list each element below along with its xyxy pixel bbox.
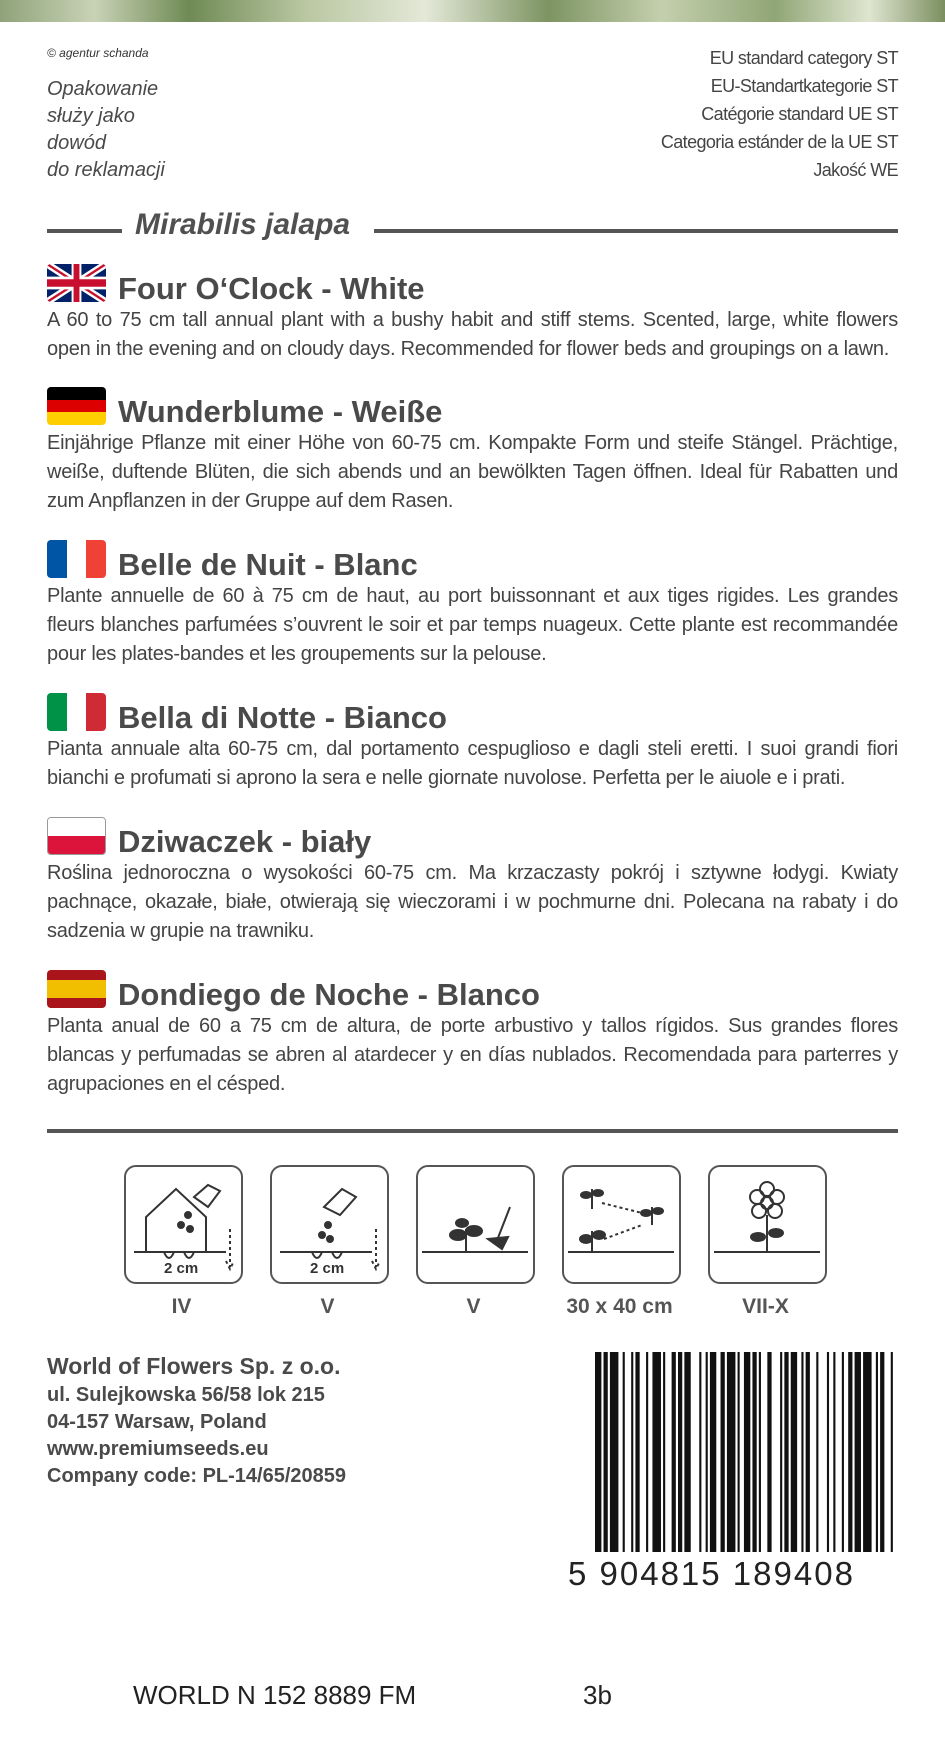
company-address: ul. Sulejkowska 56/58 lok 215 xyxy=(47,1384,325,1406)
italy-flag-icon xyxy=(47,693,106,731)
language-description: Plante annuelle de 60 à 75 cm de haut, au port buissonnant et aux tiges rigides. Les grandes fleurs blanches parfumées s’ouvrent le soir et par temps nuageux. Cette plante est recommandée pour les plates-bandes et les groupements sur la pelouse. xyxy=(47,585,898,665)
language-title: Wunderblume - Weiße xyxy=(118,394,443,429)
barcode-bar xyxy=(752,1352,756,1552)
barcode-bar xyxy=(706,1352,708,1552)
eu-standard-line: Catégorie standard UE ST xyxy=(701,104,898,124)
barcode-bar xyxy=(806,1352,810,1552)
poland-flag-icon xyxy=(47,817,106,855)
barcode-bar xyxy=(678,1352,682,1552)
barcode-bar xyxy=(876,1352,878,1552)
icon-label: 30 x 40 cm xyxy=(566,1295,673,1318)
barcode-bar xyxy=(646,1352,648,1552)
barcode-bar xyxy=(721,1352,725,1552)
barcode-bar xyxy=(801,1352,803,1552)
company-name: World of Flowers Sp. z o.o. xyxy=(47,1353,341,1379)
header-photo-strip xyxy=(0,0,945,22)
barcode-bar xyxy=(816,1352,818,1552)
uk-flag-icon xyxy=(47,264,106,302)
france-flag-icon xyxy=(47,540,106,578)
icon-label: V xyxy=(320,1295,335,1318)
divider-line xyxy=(374,229,898,233)
barcode-bar xyxy=(604,1352,608,1552)
language-section-de xyxy=(47,387,898,516)
language-title: Belle de Nuit - Blanc xyxy=(118,547,418,582)
eu-standard-line: EU standard category ST xyxy=(709,48,898,68)
barcode-bar xyxy=(631,1352,633,1552)
packaging-note-line: służy jako xyxy=(47,105,135,127)
language-section-en xyxy=(47,264,898,364)
language-section-fr xyxy=(47,540,898,669)
language-description: Planta anual de 60 a 75 cm de altura, de porte arbustivo y tallos rígidos. Sus grandes flores blancas y perfumadas se abren al atardecer y en días nublados. Recomendada para parterres y agrupaciones en el césped. xyxy=(47,1015,898,1095)
barcode-bar xyxy=(610,1352,619,1552)
eu-standard-line: Categoria estánder de la UE ST xyxy=(660,132,898,152)
barcode-bar xyxy=(791,1352,797,1552)
barcode-bar xyxy=(855,1352,861,1552)
copyright-text: © agentur schanda xyxy=(47,46,149,60)
packaging-note xyxy=(47,76,247,184)
indoor-sowing-icon xyxy=(124,1165,243,1284)
depth-label: 2 cm xyxy=(310,1260,345,1277)
language-section-pl xyxy=(47,817,898,946)
language-description: Roślina jednoroczna o wysokości 60-75 cm. Ma krzaczasty pokrój i sztywne łodygi. Kwiaty pachnące, okazałe, białe, otwierają się wieczorami i w pochmurne dni. Polecana na rabaty i do sadzenia w grupie na trawniku. xyxy=(47,862,898,942)
barcode-bar xyxy=(652,1352,661,1552)
barcode-bar xyxy=(684,1352,690,1552)
packaging-note-line: do reklamacji xyxy=(47,159,165,181)
depth-label: 2 cm xyxy=(164,1260,199,1277)
barcode-bar xyxy=(767,1352,771,1552)
company-city: 04-157 Warsaw, Poland xyxy=(47,1411,267,1433)
language-title: Four O‘Clock - White xyxy=(118,271,425,306)
barcode-bar xyxy=(833,1352,835,1552)
barcode-icon xyxy=(595,1352,895,1560)
barcode-bar xyxy=(891,1352,893,1552)
company-info xyxy=(47,1350,346,1490)
barcode-bar xyxy=(780,1352,782,1552)
eu-standard-line: Jakość WE xyxy=(813,160,898,180)
barcode-bar xyxy=(663,1352,665,1552)
barcode-bar xyxy=(595,1352,601,1552)
barcode-bar xyxy=(710,1352,716,1552)
packaging-note-line: dowód xyxy=(47,132,106,154)
barcode-bar xyxy=(672,1352,676,1552)
divider-line xyxy=(47,229,122,233)
barcode-bar xyxy=(699,1352,701,1552)
language-description: Pianta annuale alta 60-75 cm, dal portamento cespuglioso e dagli steli eretti. I suoi grandi fiori bianchi e profumati si aprono la sera e nelle giornate nuvolose. Perfetta per le aiuole e i prati. xyxy=(47,738,898,789)
icon-label: V xyxy=(466,1295,481,1318)
spain-flag-icon xyxy=(47,970,106,1008)
barcode-bar xyxy=(727,1352,736,1552)
language-section-it xyxy=(47,693,898,793)
barcode-bar xyxy=(623,1352,625,1552)
barcode-bar xyxy=(759,1352,761,1552)
eu-standard-line: EU-Standartkategorie ST xyxy=(710,76,898,96)
barcode-bar xyxy=(863,1352,872,1552)
language-section-es xyxy=(47,970,898,1099)
language-description: Einjährige Pflanze mit einer Höhe von 60-75 cm. Kompakte Form und steife Stängel. Prächtige, weiße, duftende Blüten, die sich abends und an bewölkten Tagen öffnen. Ideal für Rabatten und zum Anpflanzen in der Gruppe auf dem Rasen. xyxy=(47,432,898,512)
packaging-note-line: Opakowanie xyxy=(47,78,159,100)
version-code: 3b xyxy=(583,1680,612,1710)
flowering-icon xyxy=(708,1165,827,1284)
language-title: Dondiego de Noche - Blanco xyxy=(118,977,540,1012)
barcode-bar xyxy=(635,1352,639,1552)
barcode-bar xyxy=(738,1352,740,1552)
language-title: Dziwaczek - biały xyxy=(118,824,372,859)
species-heading xyxy=(47,208,898,248)
barcode-bar xyxy=(784,1352,788,1552)
barcode-bar xyxy=(848,1352,852,1552)
transplanting-icon xyxy=(416,1165,535,1284)
barcode-bar xyxy=(880,1352,884,1552)
section-divider xyxy=(47,1129,898,1133)
company-code: Company code: PL-14/65/20859 xyxy=(47,1465,347,1487)
barcode-bar xyxy=(842,1352,844,1552)
icon-label: VII-X xyxy=(742,1295,789,1318)
eu-standard-block xyxy=(661,44,898,184)
barcode-bar xyxy=(744,1352,750,1552)
language-description: A 60 to 75 cm tall annual plant with a bushy habit and stiff stems. Scented, large, white flowers open in the evening and on cloudy days. Recommended for flower beds and groupings on a lawn. xyxy=(47,309,898,360)
germany-flag-icon xyxy=(47,387,106,425)
company-website: www.premiumseeds.eu xyxy=(47,1438,269,1460)
language-title: Bella di Notte - Bianco xyxy=(118,700,447,735)
species-name: Mirabilis jalapa xyxy=(135,208,351,241)
plant-spacing-icon xyxy=(562,1165,681,1284)
sowing-icons-row xyxy=(124,1165,824,1325)
icon-label: IV xyxy=(171,1295,192,1318)
outdoor-sowing-icon xyxy=(270,1165,389,1284)
barcode-number: 5 904815 189408 xyxy=(568,1555,855,1592)
product-code: WORLD N 152 8889 FM xyxy=(133,1680,417,1710)
barcode-bar xyxy=(827,1352,829,1552)
